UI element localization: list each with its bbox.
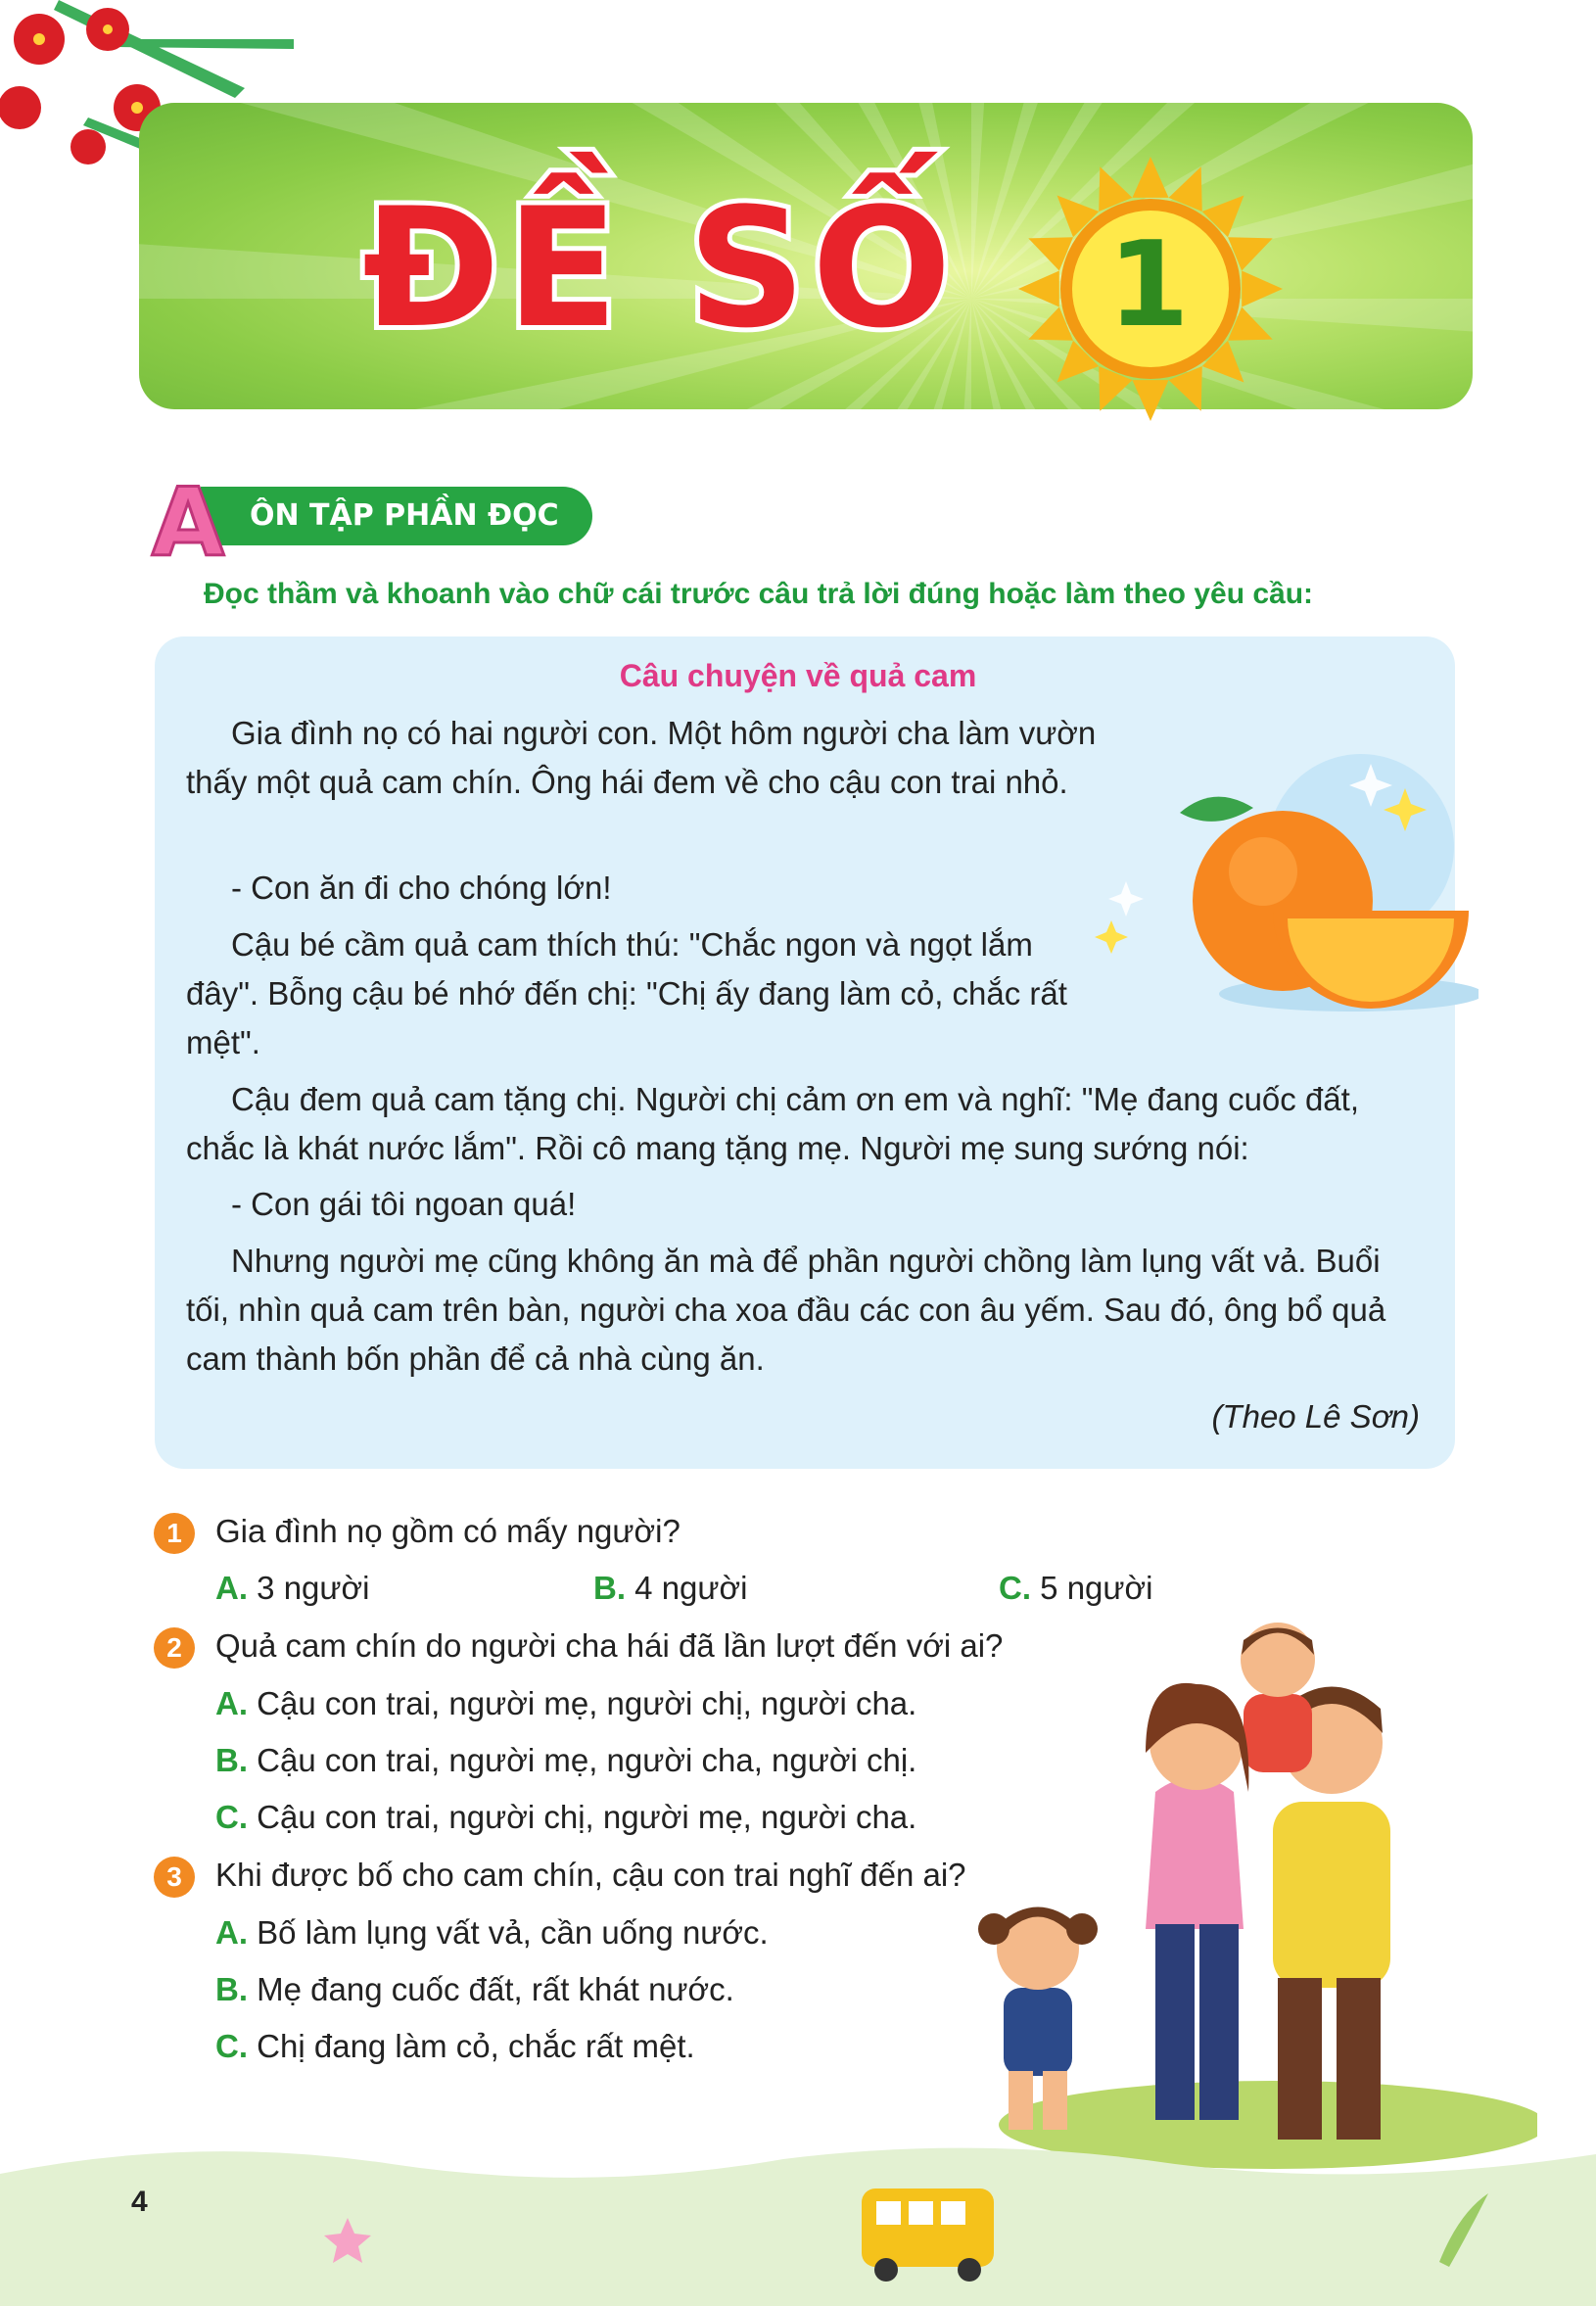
section-label: ÔN TẬP PHẦN ĐỌC xyxy=(250,498,559,533)
answer-option[interactable]: A. Bố làm lụng vất vả, cần uống nước. xyxy=(215,1914,769,1951)
story-paragraph: Gia đình nọ có hai người con. Một hôm người cha làm vườn thấy một quả cam chín. Ông hái đem về cho cậu con trai nhỏ. xyxy=(186,715,1097,800)
question-number-badge: 1 xyxy=(154,1513,195,1554)
exam-number: 1 xyxy=(1107,217,1190,353)
letter-a-icon xyxy=(143,477,233,567)
question-text: Gia đình nọ gồm có mấy người? xyxy=(215,1513,681,1549)
page-title: ĐỀ SỐ xyxy=(362,172,958,364)
story-paragraph: - Con gái tôi ngoan quá! xyxy=(231,1186,577,1222)
answer-option[interactable]: A. Cậu con trai, người mẹ, người chị, người cha. xyxy=(215,1685,917,1721)
answer-option[interactable]: B. 4 người xyxy=(593,1570,748,1606)
question-number-badge: 2 xyxy=(154,1627,195,1669)
question-text: Quả cam chín do người cha hái đã lần lượt đến với ai? xyxy=(215,1627,1004,1664)
story-paragraph: Nhưng người mẹ cũng không ăn mà để phần người chồng làm lụng vất vả. Buổi tối, nhìn quả cam trên bàn, người cha xoa đầu các con âu yếm. Sau đó, ông bổ quả cam thành bốn phần để cả nhà cùng ăn. xyxy=(186,1243,1386,1377)
story-paragraph: Cậu đem quả cam tặng chị. Người chị cảm ơn em và nghĩ: "Mẹ đang cuốc đất, chắc là khát nước lắm". Rồi cô mang tặng mẹ. Người mẹ sung sướng nói: xyxy=(186,1081,1359,1166)
story-paragraph: Cậu bé cầm quả cam thích thú: "Chắc ngon và ngọt lắm đây". Bỗng cậu bé nhớ đến chị: "Chị ấy đang làm cỏ, chắc rất mệt". xyxy=(186,926,1067,1060)
footer-grass-decoration xyxy=(0,2135,1596,2306)
question-number-badge: 3 xyxy=(154,1857,195,1898)
page-number: 4 xyxy=(131,2186,148,2218)
svg-text:A: A xyxy=(151,477,225,567)
story-paragraph: - Con ăn đi cho chóng lớn! xyxy=(231,870,612,906)
story-source: (Theo Lê Sơn) xyxy=(1211,1398,1420,1435)
answer-option[interactable]: C. 5 người xyxy=(999,1570,1153,1606)
answer-option[interactable]: B. Cậu con trai, người mẹ, người cha, người chị. xyxy=(215,1742,917,1778)
orange-fruit-illustration xyxy=(1087,754,1479,1038)
answer-option[interactable]: C. Chị đang làm cỏ, chắc rất mệt. xyxy=(215,2028,695,2064)
story-title: Câu chuyện về quả cam xyxy=(619,658,977,693)
answer-option[interactable]: C. Cậu con trai, người chị, người mẹ, người cha. xyxy=(215,1799,917,1835)
question-text: Khi được bố cho cam chín, cậu con trai nghĩ đến ai? xyxy=(215,1857,966,1893)
answer-option[interactable]: B. Mẹ đang cuốc đất, rất khát nước. xyxy=(215,1971,734,2007)
family-illustration xyxy=(950,1616,1537,2174)
answer-option[interactable]: A. 3 người xyxy=(215,1570,370,1606)
reading-instruction: Đọc thầm và khoanh vào chữ cái trước câu trả lời đúng hoặc làm theo yêu cầu: xyxy=(204,578,1314,610)
